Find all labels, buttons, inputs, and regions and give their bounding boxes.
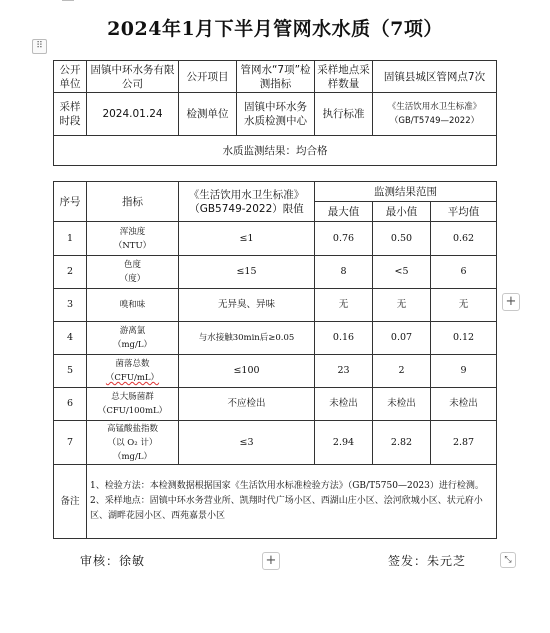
table-row [54, 222, 497, 256]
row-no: 5 [54, 355, 87, 388]
row-limit: ≤1 [179, 222, 315, 256]
document-title: 2024年1月下半月管网水水质（7项） [107, 18, 443, 40]
header-limit: 《生活饮用水卫生标准》（GB5749-2022）限值 [179, 182, 315, 222]
row-limit: 与水接触30min后≥0.05 [179, 322, 315, 355]
row-avg: 无 [431, 289, 497, 322]
note-sites: 2、采样地点：固镇中环水务营业所、凯翔时代广场小区、西湖山庄小区、浍河欣城小区、状元府小区、湖畔花园小区、西苑嘉景小区 [90, 496, 483, 521]
header-range: 监测结果范围 [315, 182, 497, 202]
row-avg: 2.87 [431, 421, 497, 465]
header-indicator: 指标 [87, 182, 179, 222]
row-max: 23 [315, 355, 373, 388]
indicator-name: 菌落总数 [115, 359, 150, 369]
add-column-button[interactable]: + [502, 293, 520, 311]
row-min: 2.82 [373, 421, 431, 465]
row-indicator [87, 388, 179, 421]
header-avg: 平均值 [431, 202, 497, 222]
results-table [53, 181, 497, 539]
indicator-unit: （CFU/mL） [105, 373, 160, 383]
row-avg: 0.12 [431, 322, 497, 355]
table-row [54, 421, 497, 465]
indicator-unit: （mg/L） [112, 340, 152, 350]
project-value: 管网水“7项”检测指标 [237, 61, 315, 93]
lab-value: 固镇中环水务水质检测中心 [237, 93, 315, 136]
row-limit: 无异臭、异味 [179, 289, 315, 322]
publisher-value: 固镇中环水务有限公司 [87, 61, 179, 93]
row-no: 7 [54, 421, 87, 465]
row-avg: 未检出 [431, 388, 497, 421]
period-value: 2024.01.24 [87, 93, 179, 136]
row-limit: ≤3 [179, 421, 315, 465]
row-indicator [87, 322, 179, 355]
row-no: 1 [54, 222, 87, 256]
project-label: 公开项目 [179, 61, 237, 93]
indicator-name: 高锰酸盐指数 [106, 423, 158, 434]
indicator-unit: （度） [119, 274, 146, 284]
add-row-button[interactable]: + [262, 552, 280, 570]
indicator-name: 总大肠菌群 [111, 392, 154, 402]
table-move-handle-icon[interactable]: ⠿ [32, 39, 47, 54]
row-avg: 0.62 [431, 222, 497, 256]
row-limit: ≤15 [179, 256, 315, 289]
row-indicator [87, 256, 179, 289]
result-summary: 水质监测结果：均合格 [54, 136, 497, 166]
table-row [54, 256, 497, 289]
table-row [54, 355, 497, 388]
row-max: 2.94 [315, 421, 373, 465]
table-row [54, 388, 497, 421]
row-no: 4 [54, 322, 87, 355]
row-min: <5 [373, 256, 431, 289]
row-min: 2 [373, 355, 431, 388]
row-limit: 不应检出 [179, 388, 315, 421]
row-indicator [87, 355, 179, 388]
row-max: 0.76 [315, 222, 373, 256]
issuer: 签发：朱元芝 [388, 554, 467, 568]
notes-content [87, 465, 497, 539]
indicator-basis: （以 O₂ 计） [107, 437, 158, 448]
indicator-unit: （CFU/100mL） [97, 406, 168, 416]
row-min: 0.50 [373, 222, 431, 256]
row-indicator [87, 421, 179, 465]
indicator-name: 游离氯 [119, 326, 146, 336]
row-max: 未检出 [315, 388, 373, 421]
row-indicator [87, 222, 179, 256]
header-max: 最大值 [315, 202, 373, 222]
indicator-name: 色度 [123, 260, 141, 270]
sampling-value: 固镇县城区管网点7次 [373, 61, 497, 93]
row-max: 0.16 [315, 322, 373, 355]
publisher-label: 公开单位 [54, 61, 87, 93]
water-quality-table [53, 60, 497, 166]
table-row [54, 322, 497, 355]
indicator-name: 浑浊度 [119, 226, 146, 237]
row-avg: 9 [431, 355, 497, 388]
reviewer: 审核：徐敏 [80, 554, 146, 568]
row-no: 2 [54, 256, 87, 289]
header-min: 最小值 [373, 202, 431, 222]
standard-value: 《生活饮用水卫生标准》（GB/T5749—2022） [373, 93, 497, 136]
table-resize-icon[interactable]: ⤡ [500, 552, 516, 568]
table-row [54, 289, 497, 322]
indicator-unit: （NTU） [113, 240, 152, 251]
row-min: 0.07 [373, 322, 431, 355]
indicator-unit: （mg/L） [112, 451, 152, 462]
header-no: 序号 [54, 182, 87, 222]
row-indicator: 嗅和味 [87, 289, 179, 322]
page-top-marker [62, 0, 74, 1]
note-method: 1、检验方法：本检测数据根据国家《生活饮用水标准检验方法》（GB/T5750—2023）进行检测。 [90, 481, 484, 491]
lab-label: 检测单位 [179, 93, 237, 136]
row-max: 8 [315, 256, 373, 289]
row-no: 3 [54, 289, 87, 322]
row-limit: ≤100 [179, 355, 315, 388]
row-min: 无 [373, 289, 431, 322]
row-max: 无 [315, 289, 373, 322]
row-no: 6 [54, 388, 87, 421]
notes-label: 备注 [54, 465, 87, 539]
row-avg: 6 [431, 256, 497, 289]
period-label: 采样时段 [54, 93, 87, 136]
standard-label: 执行标准 [315, 93, 373, 136]
sampling-label: 采样地点采样数量 [315, 61, 373, 93]
row-min: 未检出 [373, 388, 431, 421]
